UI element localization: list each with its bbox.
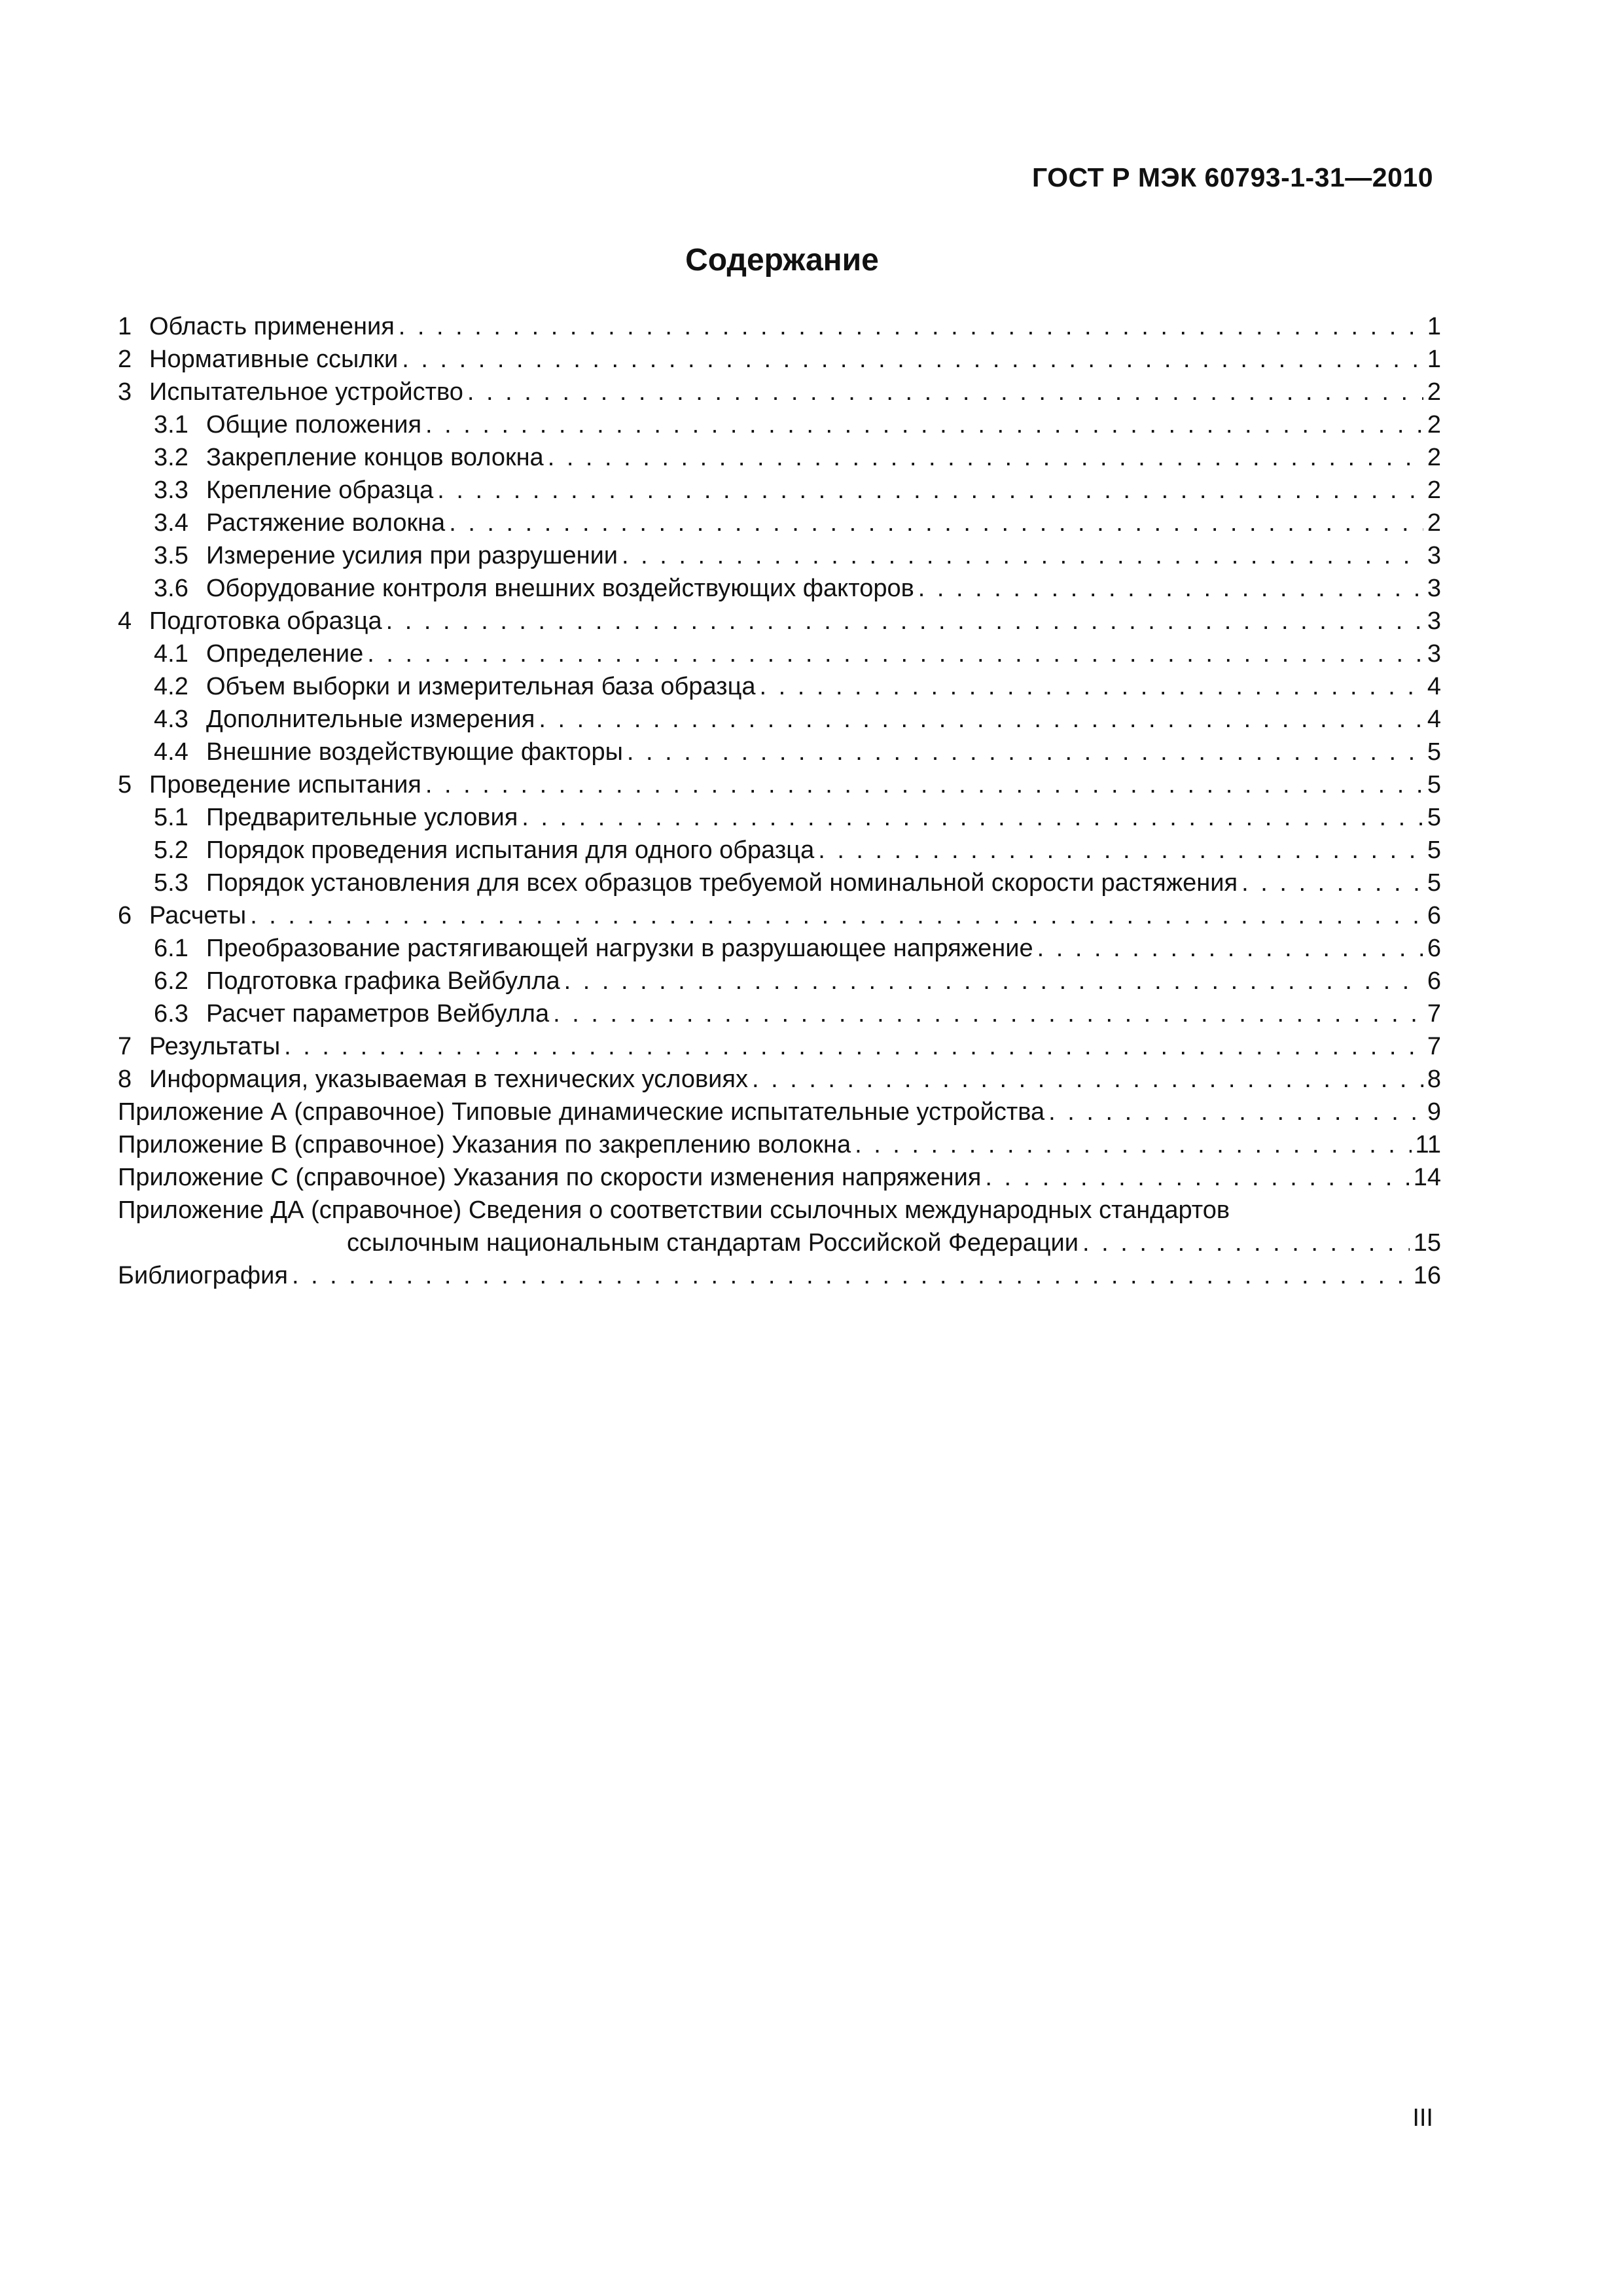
toc-entry-title: Внешние воздействующие факторы <box>206 738 623 766</box>
toc-entry-page: 6 <box>1427 902 1441 929</box>
toc-entry-bibliography[interactable] <box>118 1259 1441 1292</box>
toc-entry-page: 5 <box>1427 804 1441 831</box>
toc-entry-page: 3 <box>1427 575 1441 602</box>
toc-entry-title: Порядок установления для всех образцов требуемой номинальной скорости растяжения <box>206 869 1238 897</box>
toc-entry-page: 9 <box>1427 1098 1441 1126</box>
toc-entry-number: 5.3 <box>154 869 188 897</box>
toc-entry-page: 11 <box>1415 1131 1441 1158</box>
toc-entry-title: Нормативные ссылки <box>149 346 399 373</box>
toc-entry-page: 7 <box>1427 1033 1441 1060</box>
toc-entry-number: 6.2 <box>154 967 188 995</box>
toc-dot-leader <box>250 899 1423 932</box>
toc-dot-leader <box>367 637 1423 670</box>
toc-entry-title: Приложение А (справочное) Типовые динамические испытательные устройства <box>118 1098 1045 1126</box>
toc-dot-leader <box>425 768 1423 801</box>
toc-entry-title: Проведение испытания <box>149 771 421 798</box>
toc-entry-number: 5.1 <box>154 804 188 831</box>
toc-entry-number: 4.3 <box>154 706 188 733</box>
toc-entry-number: 3.4 <box>154 509 188 537</box>
toc-entry[interactable] <box>118 408 1441 441</box>
page-number: III <box>1412 2104 1433 2132</box>
toc-entry[interactable] <box>118 899 1441 932</box>
toc-entry-number: 4.4 <box>154 738 188 766</box>
toc-entry[interactable] <box>118 932 1441 965</box>
toc-entry-page: 3 <box>1427 607 1441 635</box>
toc-dot-leader <box>759 670 1423 703</box>
toc-dot-leader <box>437 474 1423 507</box>
toc-dot-leader <box>564 965 1423 997</box>
toc-entry[interactable] <box>118 310 1441 343</box>
toc-entry-title: Приложение С (справочное) Указания по скорости изменения напряжения <box>118 1164 982 1191</box>
toc-entry-page: 14 <box>1413 1164 1441 1191</box>
toc-dot-leader <box>752 1063 1423 1096</box>
toc-entry-number: 6.3 <box>154 1000 188 1028</box>
toc-entry-title: Приложение ДА (справочное) Сведения о соответствии ссылочных международных стандартов <box>118 1196 1230 1224</box>
toc-entry-page: 1 <box>1427 313 1441 340</box>
toc-entry-page: 3 <box>1427 640 1441 668</box>
toc-entry-number: 3.1 <box>154 411 188 439</box>
toc-entry-title: ссылочным национальным стандартам Российской Федерации <box>347 1229 1079 1257</box>
toc-dot-leader <box>985 1161 1409 1194</box>
toc-entry-page: 1 <box>1427 346 1441 373</box>
toc-entry-page: 16 <box>1413 1262 1441 1289</box>
toc-entry-title: Расчеты <box>149 902 247 929</box>
toc-entry-title: Объем выборки и измерительная база образца <box>206 673 756 700</box>
toc-entry-title: Библиография <box>118 1262 288 1289</box>
toc-dot-leader <box>539 703 1423 736</box>
toc-entry-page: 8 <box>1427 1066 1441 1093</box>
toc-entry-page: 6 <box>1427 967 1441 995</box>
toc-entry-number: 4.2 <box>154 673 188 700</box>
toc-entry-page: 6 <box>1427 935 1441 962</box>
toc-entry-number: 3.3 <box>154 476 188 504</box>
toc-entry-page: 2 <box>1427 411 1441 439</box>
toc-dot-leader <box>627 736 1423 768</box>
toc-entry-page: 2 <box>1427 476 1441 504</box>
toc-entry[interactable] <box>118 441 1441 474</box>
toc-dot-leader <box>284 1030 1423 1063</box>
toc-entry-number: 3.6 <box>154 575 188 602</box>
toc-entry-annex-da[interactable] <box>118 1194 1441 1227</box>
toc-entry[interactable] <box>118 637 1441 670</box>
toc-entry-title: Преобразование растягивающей нагрузки в разрушающее напряжение <box>206 935 1033 962</box>
toc-entry-title: Оборудование контроля внешних воздействующих факторов <box>206 575 914 602</box>
toc-entry-page: 2 <box>1427 378 1441 406</box>
toc-entry-title: Информация, указываемая в технических условиях <box>149 1066 748 1093</box>
document-code: ГОСТ Р МЭК 60793-1-31—2010 <box>1031 162 1433 192</box>
toc-entry-title: Крепление образца <box>206 476 434 504</box>
toc-entry-title: Подготовка графика Вейбулла <box>206 967 560 995</box>
toc-entry-title: Общие положения <box>206 411 422 439</box>
toc-entry-number: 7 <box>118 1033 132 1060</box>
toc-dot-leader <box>548 441 1423 474</box>
toc-entry-page: 4 <box>1427 673 1441 700</box>
toc-entry-number: 5.2 <box>154 836 188 864</box>
toc-entry-title: Определение <box>206 640 364 668</box>
toc-dot-leader <box>467 376 1423 408</box>
toc-entry[interactable] <box>118 801 1441 834</box>
toc-entry-title: Закрепление концов волокна <box>206 444 544 471</box>
toc-entry-title: Измерение усилия при разрушении <box>206 542 618 569</box>
toc-entry-number: 8 <box>118 1066 132 1093</box>
toc-dot-leader <box>918 572 1423 605</box>
toc-entry[interactable] <box>118 736 1441 768</box>
toc-dot-leader <box>553 997 1423 1030</box>
toc-entry-number: 2 <box>118 346 132 373</box>
toc-dot-leader <box>1048 1096 1423 1128</box>
toc-entry-page: 2 <box>1427 509 1441 537</box>
toc-entry-title: Область применения <box>149 313 395 340</box>
toc-entry-number: 4.1 <box>154 640 188 668</box>
toc-entry[interactable] <box>118 867 1441 899</box>
toc-entry-title: Испытательное устройство <box>149 378 463 406</box>
toc-entry-title: Порядок проведения испытания для одного образца <box>206 836 815 864</box>
toc-dot-leader <box>855 1128 1411 1161</box>
toc-entry-page: 3 <box>1427 542 1441 569</box>
toc-dot-leader <box>402 343 1423 376</box>
toc-dot-leader <box>818 834 1423 867</box>
toc-entry[interactable] <box>118 474 1441 507</box>
toc-entry-page: 15 <box>1413 1229 1441 1257</box>
toc-entry[interactable] <box>118 768 1441 801</box>
toc-entry-number: 1 <box>118 313 132 340</box>
toc-entry[interactable] <box>118 1096 1441 1128</box>
toc-entry-annex-da-continued[interactable] <box>118 1227 1441 1259</box>
toc-dot-leader <box>449 507 1423 539</box>
toc-entry[interactable] <box>118 703 1441 736</box>
toc-entry-number: 5 <box>118 771 132 798</box>
toc-entry-number: 4 <box>118 607 132 635</box>
toc-entry-title: Дополнительные измерения <box>206 706 535 733</box>
toc-entry-title: Подготовка образца <box>149 607 382 635</box>
toc-entry[interactable] <box>118 834 1441 867</box>
table-of-contents <box>118 310 1441 1292</box>
toc-entry[interactable] <box>118 539 1441 572</box>
toc-entry-page: 7 <box>1427 1000 1441 1028</box>
toc-entry[interactable] <box>118 1161 1441 1194</box>
toc-entry-number: 3 <box>118 378 132 406</box>
toc-entry-number: 3.2 <box>154 444 188 471</box>
toc-dot-leader <box>1082 1227 1410 1259</box>
toc-entry-page: 5 <box>1427 869 1441 897</box>
toc-dot-leader <box>522 801 1423 834</box>
toc-dot-leader <box>399 310 1423 343</box>
toc-entry[interactable] <box>118 965 1441 997</box>
toc-entry-number: 3.5 <box>154 542 188 569</box>
toc-entry[interactable] <box>118 507 1441 539</box>
toc-dot-leader <box>292 1259 1410 1292</box>
toc-entry-page: 5 <box>1427 738 1441 766</box>
toc-dot-leader <box>425 408 1423 441</box>
toc-entry-number: 6.1 <box>154 935 188 962</box>
toc-entry-number: 6 <box>118 902 132 929</box>
toc-entry-title: Расчет параметров Вейбулла <box>206 1000 550 1028</box>
toc-entry-title: Растяжение волокна <box>206 509 446 537</box>
toc-entry[interactable] <box>118 605 1441 637</box>
toc-entry[interactable] <box>118 343 1441 376</box>
toc-entry[interactable] <box>118 1128 1441 1161</box>
toc-entry-page: 4 <box>1427 706 1441 733</box>
toc-entry[interactable] <box>118 572 1441 605</box>
toc-entry-page: 2 <box>1427 444 1441 471</box>
toc-entry-title: Результаты <box>149 1033 281 1060</box>
toc-entry[interactable] <box>118 1030 1441 1063</box>
toc-title: Содержание <box>685 243 879 278</box>
toc-entry[interactable] <box>118 670 1441 703</box>
toc-entry-title: Предварительные условия <box>206 804 518 831</box>
toc-entry-page: 5 <box>1427 836 1441 864</box>
toc-entry[interactable] <box>118 376 1441 408</box>
toc-dot-leader <box>386 605 1423 637</box>
toc-entry-page: 5 <box>1427 771 1441 798</box>
toc-dot-leader <box>1241 867 1423 899</box>
toc-entry-title: Приложение В (справочное) Указания по закреплению волокна <box>118 1131 851 1158</box>
toc-entry[interactable] <box>118 1063 1441 1096</box>
toc-entry[interactable] <box>118 997 1441 1030</box>
toc-dot-leader <box>622 539 1423 572</box>
toc-dot-leader <box>1037 932 1423 965</box>
